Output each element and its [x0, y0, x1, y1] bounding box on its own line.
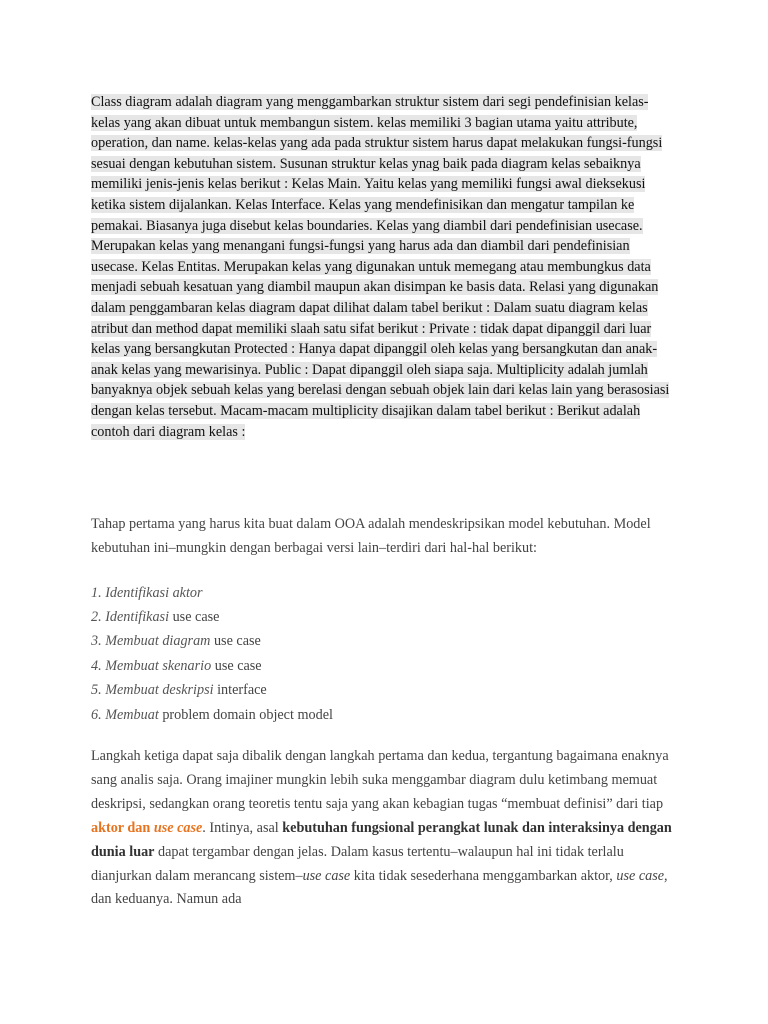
aktor-link[interactable]: aktor dan	[91, 819, 154, 836]
list-item: 5. Membuat deskripsi interface	[91, 682, 267, 699]
steps-list	[91, 581, 681, 727]
highlighted-text: Class diagram adalah diagram yang menggambarkan struktur sistem dari segi pendefinisian kelas-kelas yang akan dibuat untuk membangun sistem. kelas memiliki 3 bagian utama yaitu attribute, operation, dan name. kelas-kelas yang ada pada struktur sistem harus dapat melakukan fungsi-fungsi sesuai dengan kebutuhan sistem. Susunan struktur kelas ynag baik pada diagram kelas sebaiknya memiliki jenis-jenis kelas berikut : Kelas Main. Yaitu kelas yang memiliki fungsi awal dieksekusi ketika sistem dijalankan. Kelas Interface. Kelas yang mendefinisikan dan mengatur tampilan ke pemakai. Biasanya juga disebut kelas boundaries. Kelas yang diambil dari pendefinisian usecase. Merupakan kelas yang menangani fungsi-fungsi yang harus ada dan diambil dari pendefinisian usecase. Kelas Entitas. Merupakan kelas yang digunakan untuk memegang atau membungkus data menjadi sebuah kesatuan yang diambil maupun akan disimpan ke basis data. Relasi yang digunakan dalam penggambaran kelas diagram dapat dilihat dalam tabel berikut : Dalam suatu diagram kelas atribut dan method dapat memiliki slaah satu sifat berikut : Private : tidak dapat dipanggil dari luar kelas yang bersangkutan Protected : Hanya dapat dipanggil oleh kelas yang bersangkutan dan anak-anak kelas yang mewarisinya. Public : Dapat dipanggil oleh siapa saja. Multiplicity adalah jumlah banyaknya objek sebuah kelas yang berelasi dengan sebuah objek lain dari kelas lain yang berasosiasi dengan kelas tersebut. Macam-macam multiplicity disajikan dalam tabel berikut : Berikut adalah contoh dari diagram kelas :	[91, 94, 670, 440]
emphasis-bold: kebutuhan fungsional perangkat lunak dan interaksinya dengan dunia luar	[91, 819, 672, 860]
use-case-link[interactable]: use case	[153, 819, 203, 836]
list-item: 1. Identifikasi aktor	[91, 584, 203, 601]
list-item: 4. Membuat skenario use case	[91, 657, 262, 674]
list-item: 2. Identifikasi use case	[91, 609, 220, 625]
analysis-paragraph: Langkah ketiga dapat saja dibalik dengan langkah pertama dan kedua, tergantung bagaimana enaknya sang analis saja. Orang imajiner mungkin lebih suka menggambar diagram dulu ketimbang memuat deskripsi, sedangkan orang teoretis tentu saja yang akan kebagian tugas “membuat definisi” dari tiap aktor dan use case. Intinya, asal kebutuhan fungsional perangkat lunak dan interaksinya dengan dunia luar dapat tergambar dengan jelas. Dalam kasus tertentu–walaupun hal ini tidak terlalu dianjurkan dalam merancang sistem–use case kita tidak sesederhana menggambarkan aktor, use case, dan keduanya. Namun ada	[91, 748, 672, 908]
class-diagram-paragraph	[91, 92, 677, 442]
list-item: 6. Membuat problem domain object model	[91, 706, 333, 723]
ooa-intro-paragraph: Tahap pertama yang harus kita buat dalam OOA adalah mendeskripsikan model kebutuhan. Model kebutuhan ini–mungkin dengan berbagai versi lain–terdiri dari hal-hal berikut:	[91, 516, 651, 557]
list-item: 3. Membuat diagram use case	[91, 633, 261, 650]
ooa-section	[91, 512, 681, 912]
class-diagram-section	[91, 92, 677, 442]
